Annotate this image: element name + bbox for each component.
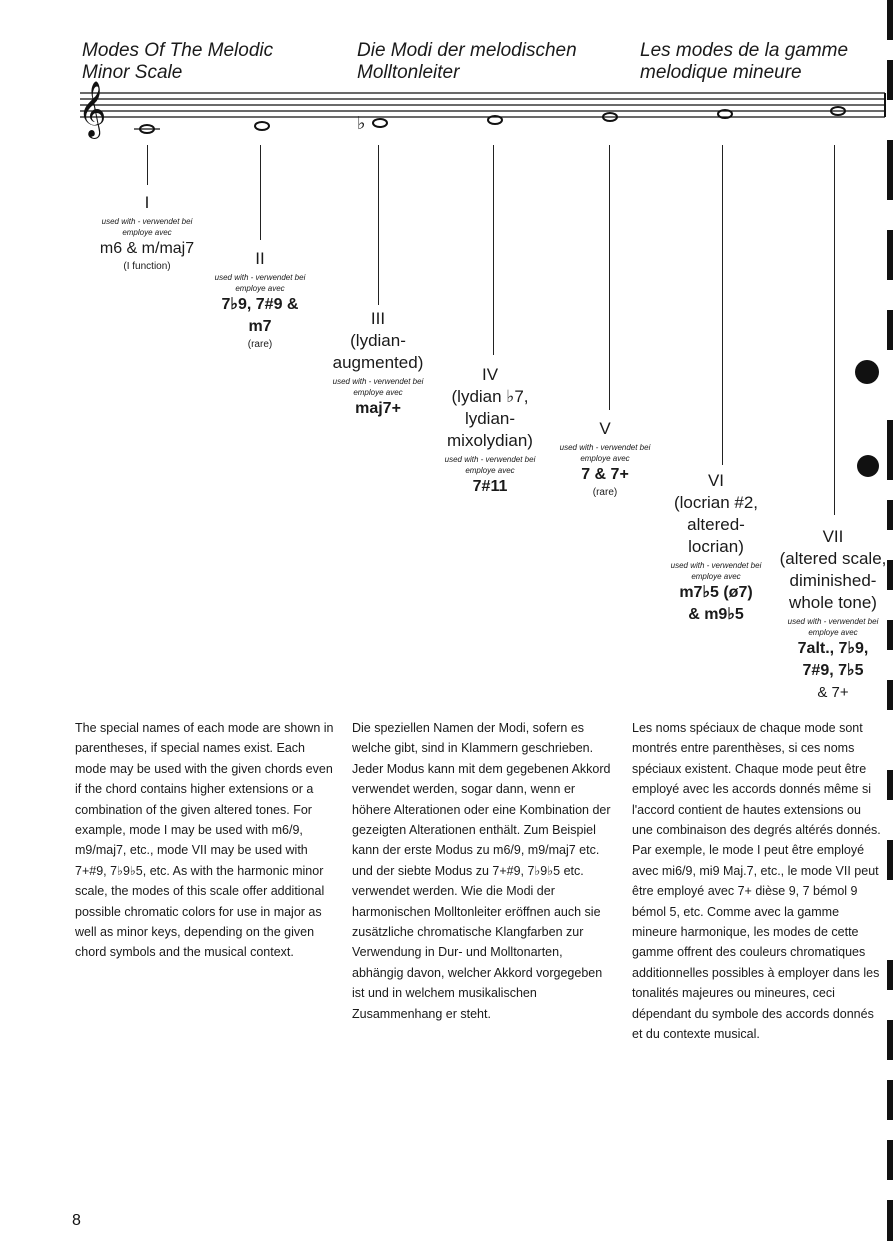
employe-avec-label: employe avec <box>353 388 403 397</box>
used-with-label: used with - verwendet bei <box>670 561 762 570</box>
body-text-french <box>632 718 884 1045</box>
mode-name: whole tone) <box>789 593 877 612</box>
chord-symbols-extra: & 7+ <box>817 684 849 701</box>
mode-5 <box>545 418 665 500</box>
employe-avec-label: employe avec <box>808 628 858 637</box>
flat-sign-icon: ♭ <box>357 113 366 134</box>
title-german-line-2: Molltonleiter <box>357 62 460 83</box>
mode-4-line <box>493 145 494 355</box>
employe-avec-label: employe avec <box>465 466 515 475</box>
mode-name: mixolydian) <box>447 431 533 450</box>
mode-7-line <box>834 145 835 515</box>
mode-name: altered- <box>687 515 745 534</box>
chord-symbols: m7♭5 (ø7) <box>679 584 753 601</box>
title-french <box>640 40 848 84</box>
chord-symbols: 7#9, 7♭5 <box>802 662 864 679</box>
mode-2 <box>200 248 320 352</box>
chord-symbols: m6 & m/maj7 <box>99 240 195 257</box>
treble-clef-icon: 𝄞 <box>78 81 107 137</box>
title-english <box>82 40 273 84</box>
mode-number: VI <box>707 471 725 490</box>
chord-symbols: 7♭9, 7#9 & <box>221 296 299 313</box>
used-with-label: used with - verwendet bei <box>214 273 306 282</box>
mode-number: II <box>255 249 265 268</box>
mode-name: augmented) <box>332 353 424 372</box>
chord-symbols: maj7+ <box>355 400 401 417</box>
used-with-label: used with - verwendet bei <box>332 377 424 386</box>
mode-number: III <box>370 309 386 328</box>
mode-name: locrian) <box>688 537 744 556</box>
chord-symbols: 7#11 <box>472 478 508 495</box>
mode-number: I <box>144 193 150 212</box>
title-french-line-1: Les modes de la gamme <box>640 40 849 61</box>
mode-name: (lydian ♭7, <box>451 387 529 406</box>
mode-number: IV <box>481 365 499 384</box>
mode-4 <box>430 364 550 498</box>
body-text-german <box>352 718 614 1024</box>
title-english-line-2: Minor Scale <box>82 62 183 83</box>
chord-symbols: 7alt., 7♭9, <box>797 640 869 657</box>
chord-symbols: 7 & 7+ <box>581 466 629 483</box>
mode-7 <box>768 526 893 704</box>
mode-3 <box>318 308 438 420</box>
chord-symbols: m7 <box>248 318 272 335</box>
mode-number: VII <box>822 527 844 546</box>
employe-avec-label: employe avec <box>580 454 630 463</box>
mode-name: (lydian- <box>350 331 406 350</box>
paragraph-english: The special names of each mode are shown in parentheses, if special names exist. Each mode may be used with the given chords even if the chord contains higher extensions or a combination of the given altered tones. For example, mode I may be used with m6/9, m9/maj7, etc., mode VII may be used with 7+#9, 7♭9♭5, etc. As with the harmonic minor scale, the modes of this scale offer additional possible chromatic colors for use in major as well as minor keys, depending on the given chord symbols and the musical context. <box>75 721 334 960</box>
mode-name: lydian- <box>464 409 516 428</box>
title-german <box>357 40 577 84</box>
mode-1-line <box>147 145 148 185</box>
title-german-line-1: Die Modi der melodischen <box>357 40 577 61</box>
mode-note: (I function) <box>123 261 171 272</box>
mode-name: (locrian #2, <box>673 493 759 512</box>
used-with-label: used with - verwendet bei <box>559 443 651 452</box>
mode-note: (rare) <box>247 339 273 350</box>
employe-avec-label: employe avec <box>235 284 285 293</box>
title-english-line-1: Modes Of The Melodic <box>82 40 274 61</box>
paragraph-french: Les noms spéciaux de chaque mode sont montrés entre parenthèses, si ces noms spéciaux existent. Chaque mode peut être employé avec les accords donnés même si l'accord contient de hautes extensions ou une combinaison des degrés altérés donnés. Par exemple, le mode I peut être employé avec mi6/9, mi9 Maj.7, etc., le mode VII peut être employé avec 7+ dièse 9, 7 bémol 9 bémol 5, etc. Comme avec la gamme mineure harmonique, les modes de cette gamme offrent des couleurs chromatiques additionnelles possibles à employer dans les tonalités majeures ou mineures, ceci dépendant du symbole des accords donnés et du contexte musical. <box>632 721 881 1042</box>
music-staff <box>0 80 893 140</box>
mode-name: (altered scale, <box>779 549 887 568</box>
note-e-flat <box>373 119 387 127</box>
mode-2-line <box>260 145 261 240</box>
mode-note: (rare) <box>592 487 618 498</box>
mode-6-line <box>722 145 723 465</box>
mode-name: diminished- <box>789 571 877 590</box>
page-number: 8 <box>72 1212 81 1229</box>
note-d <box>255 122 269 130</box>
title-french-line-2: melodique mineure <box>640 62 802 83</box>
body-text-english <box>75 718 337 963</box>
mode-3-line <box>378 145 379 305</box>
used-with-label: used with - verwendet bei <box>444 455 536 464</box>
employe-avec-label: employe avec <box>122 228 172 237</box>
mode-1 <box>87 192 207 274</box>
used-with-label: used with - verwendet bei <box>101 217 193 226</box>
mode-6 <box>656 470 776 626</box>
chord-symbols: & m9♭5 <box>688 606 744 623</box>
mode-5-line <box>609 145 610 410</box>
used-with-label: used with - verwendet bei <box>787 617 879 626</box>
employe-avec-label: employe avec <box>691 572 741 581</box>
mode-number: V <box>599 419 611 438</box>
paragraph-german: Die speziellen Namen der Modi, sofern es welche gibt, sind in Klammern geschrieben. Jeder Modus kann mit dem gegebenen Akkord verwendet werden, sogar dann, wenn er höhere Alterationen oder eine Kombination der gezeigten Alterationen enthält. Zum Beispiel kann der erste Modus zu m6/9, m9/maj7 etc. und der siebte Modus zu 7+#9, 7♭9♭5 etc. verwendet werden. Wie die Modi der harmonischen Molltonleiter eröffnen auch sie zusätzliche chromatische Klangfarben zur Verwendung in Dur- und Molltonarten, abhängig davon, welcher Akkord vorgegeben ist und in welchem musikalischen Zusammenhang er steht. <box>352 721 611 1021</box>
